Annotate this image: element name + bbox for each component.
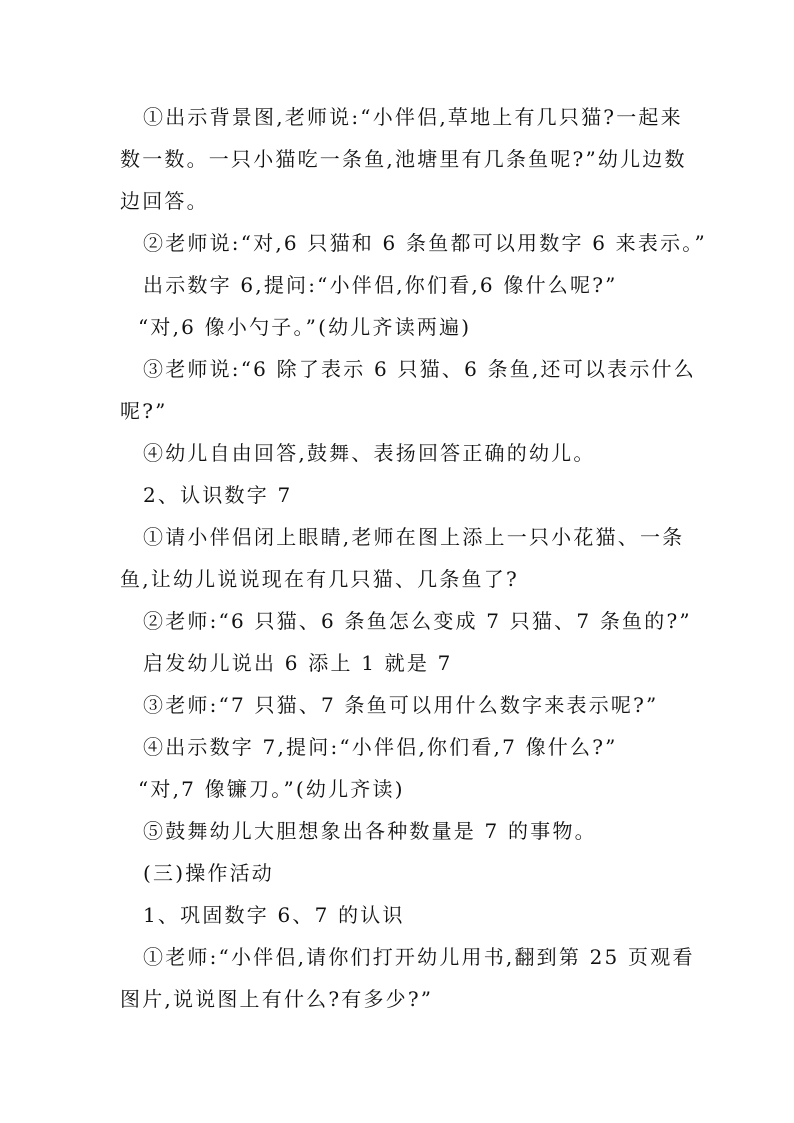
text-line-2: 数一数。一只小猫吃一条鱼,池塘里有几条鱼呢?”幼儿边数 <box>120 147 687 171</box>
text-line-11: ①请小伴侣闭上眼睛,老师在图上添上一只小花猫、一条 <box>143 525 685 549</box>
text-line-10: 2、认识数字 7 <box>143 483 293 507</box>
text-line-17: “对,7 像镰刀。”(幼儿齐读) <box>138 777 405 801</box>
text-line-19: (三)操作活动 <box>143 861 275 885</box>
text-line-6: “对,6 像小勺子。”(幼儿齐读两遍) <box>138 315 472 339</box>
text-line-20: 1、巩固数字 6、7 的认识 <box>143 903 405 927</box>
text-line-3: 边回答。 <box>120 189 209 213</box>
text-line-21: ①老师:“小伴侣,请你们打开幼儿用书,翻到第 25 页观看 <box>143 945 695 969</box>
text-line-18: ⑤鼓舞幼儿大胆想象出各种数量是 7 的事物。 <box>143 819 597 843</box>
text-line-12: 鱼,让幼儿说说现在有几只猫、几条鱼了? <box>120 567 519 591</box>
text-line-14: 启发幼儿说出 6 添上 1 就是 7 <box>143 651 453 675</box>
text-line-5: 出示数字 6,提问:“小伴侣,你们看,6 像什么呢?” <box>143 273 618 297</box>
text-line-13: ②老师:“6 只猫、6 条鱼怎么变成 7 只猫、7 条鱼的?” <box>143 609 692 633</box>
text-line-22: 图片,说说图上有什么?有多少?” <box>120 987 434 1011</box>
text-line-9: ④幼儿自由回答,鼓舞、表扬回答正确的幼儿。 <box>143 441 596 465</box>
text-line-15: ③老师:“7 只猫、7 条鱼可以用什么数字来表示呢?” <box>143 693 659 717</box>
text-line-4: ②老师说:“对,6 只猫和 6 条鱼都可以用数字 6 来表示。” <box>143 231 707 255</box>
text-line-16: ④出示数字 7,提问:“小伴侣,你们看,7 像什么?” <box>143 735 618 759</box>
text-line-7: ③老师说:“6 除了表示 6 只猫、6 条鱼,还可以表示什么 <box>143 357 696 381</box>
text-line-1: ①出示背景图,老师说:“小伴侣,草地上有几只猫?一起来 <box>143 105 683 129</box>
text-line-8: 呢?” <box>120 399 168 423</box>
